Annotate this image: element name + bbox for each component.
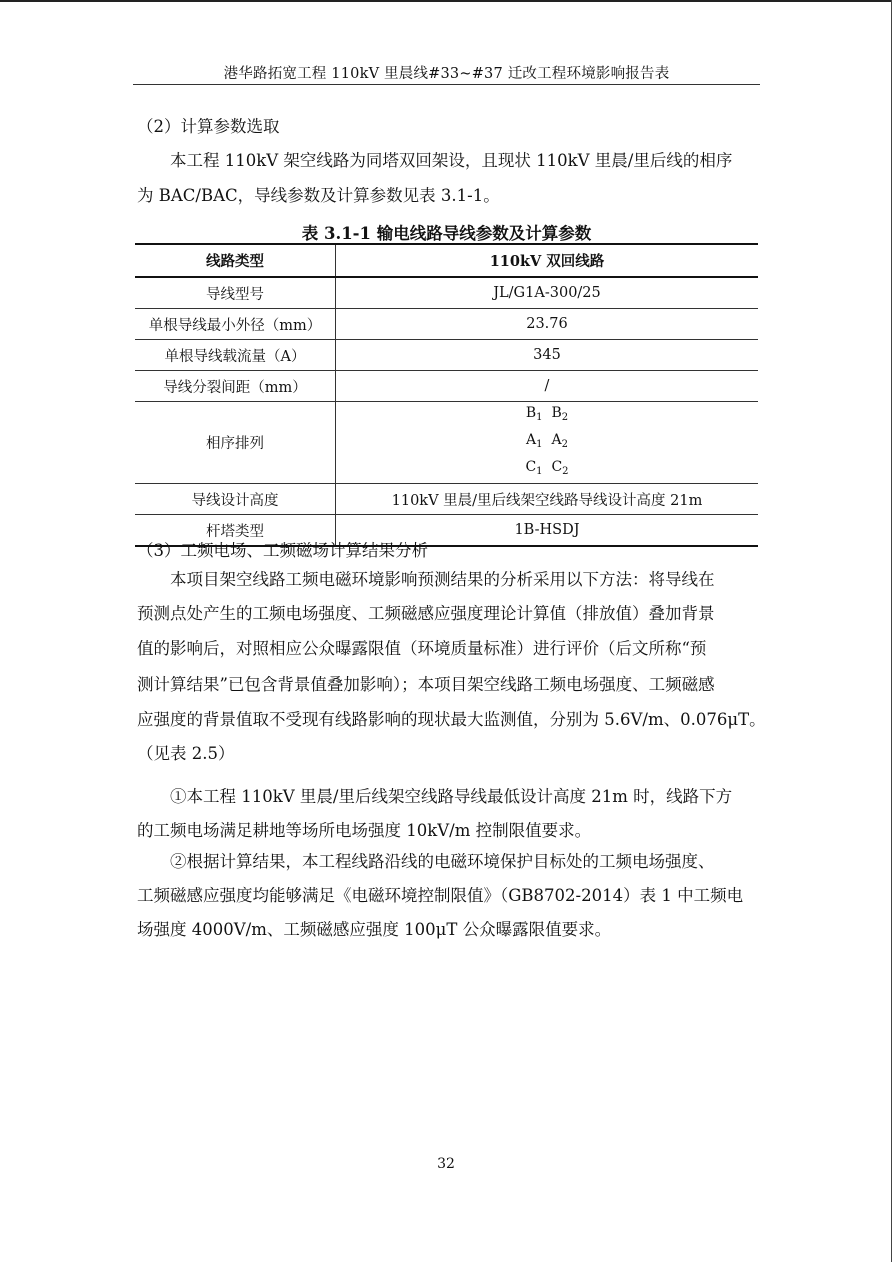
row-value: 110kV 里晨/里后线架空线路导线设计高度 21m [336, 484, 759, 515]
phase-letter: B [525, 405, 537, 421]
phase-subscript: 2 [561, 412, 569, 423]
phase-letter: C [525, 459, 537, 475]
phase-subscript: 1 [536, 412, 543, 423]
point-1-line-1: ①本工程 110kV 里晨/里后线架空线路导线最低设计高度 21m 时，线路下方 [170, 787, 733, 806]
phase-letter: C [551, 459, 563, 475]
row-label: 单根导线最小外径（mm） [135, 309, 336, 340]
section-2-para-line-2: 为 BAC/BAC，导线参数及计算参数见表 3.1-1。 [137, 186, 500, 205]
point-2-line-3: 场强度 4000V/m、工频磁感应强度 100μT 公众曝露限值要求。 [137, 920, 612, 939]
table-row [135, 340, 758, 371]
running-header: 港华路拓宽工程 110kV 里晨线#33~#37 迁改工程环境影响报告表 [223, 66, 670, 82]
section-3-heading: （3）工频电场、工频磁场计算结果分析 [137, 541, 428, 560]
phase-subscript: 2 [562, 466, 569, 477]
point-2-line-1: ②根据计算结果，本工程线路沿线的电磁环境保护目标处的工频电场强度、 [170, 852, 715, 871]
table-header-cell: 110kV 双回线路 [336, 244, 759, 277]
section-3-line-6: （见表 2.5） [137, 744, 235, 763]
table-row [135, 277, 758, 309]
section-3-line-4: 测计算结果”已包含背景值叠加影响）；本项目架空线路工频电场强度、工频磁感 [137, 675, 715, 694]
section-2-heading: （2）计算参数选取 [137, 117, 280, 136]
row-label: 单根导线载流量（A） [135, 340, 336, 371]
parameters-table [135, 243, 758, 547]
table-caption: 表 3.1-1 输电线路导线参数及计算参数 [301, 224, 592, 243]
row-label: 导线型号 [135, 277, 336, 309]
row-value: JL/G1A-300/25 [336, 277, 759, 309]
table-header-cell: 线路类型 [135, 244, 336, 277]
table-header-row [135, 244, 758, 277]
section-3-line-1: 本项目架空线路工频电磁环境影响预测结果的分析采用以下方法：将导线在 [170, 570, 715, 589]
phase-subscript: 1 [536, 466, 543, 477]
row-label: 导线设计高度 [135, 484, 336, 515]
phase-arrangement [336, 402, 759, 484]
row-label: 导线分裂间距（mm） [135, 371, 336, 402]
phase-line [336, 429, 758, 456]
row-value: 1B-HSDJ [336, 515, 759, 547]
section-3-line-2: 预测点处产生的工频电场强度、工频磁感应强度理论计算值（排放值）叠加背景 [137, 604, 715, 623]
row-label: 杆塔类型 [135, 515, 336, 547]
table-row [135, 484, 758, 515]
point-2-line-2: 工频磁感应强度均能够满足《电磁环境控制限值》（GB8702-2014）表 1 中工频电 [137, 886, 744, 905]
phase-subscript: 2 [561, 439, 568, 450]
phase-line [336, 456, 758, 483]
row-value: / [336, 371, 759, 402]
section-2-para-line-1: 本工程 110kV 架空线路为同塔双回架设，且现状 110kV 里晨/里后线的相序 [170, 151, 733, 170]
page-top-border [0, 0, 892, 2]
section-3-line-5: 应强度的背景值取不受现有线路影响的现状最大监测值，分别为 5.6V/m、0.076μT。 [137, 710, 766, 729]
phase-letter: A [526, 432, 537, 448]
point-1-line-2: 的工频电场满足耕地等场所电场强度 10kV/m 控制限值要求。 [137, 821, 592, 840]
row-label: 相序排列 [135, 402, 336, 484]
row-value: 23.76 [336, 309, 759, 340]
phase-letter: A [551, 432, 562, 448]
phase-subscript: 1 [536, 439, 543, 450]
phase-line [336, 402, 758, 429]
header-rule [133, 84, 760, 85]
page-number: 32 [437, 1156, 455, 1172]
table-row [135, 309, 758, 340]
table-row-phase [135, 402, 758, 484]
phase-letter: B [551, 405, 562, 421]
table-row [135, 371, 758, 402]
section-3-line-3: 值的影响后，对照相应公众曝露限值（环境质量标准）进行评价（后文所称“预 [137, 639, 707, 658]
row-value: 345 [336, 340, 759, 371]
